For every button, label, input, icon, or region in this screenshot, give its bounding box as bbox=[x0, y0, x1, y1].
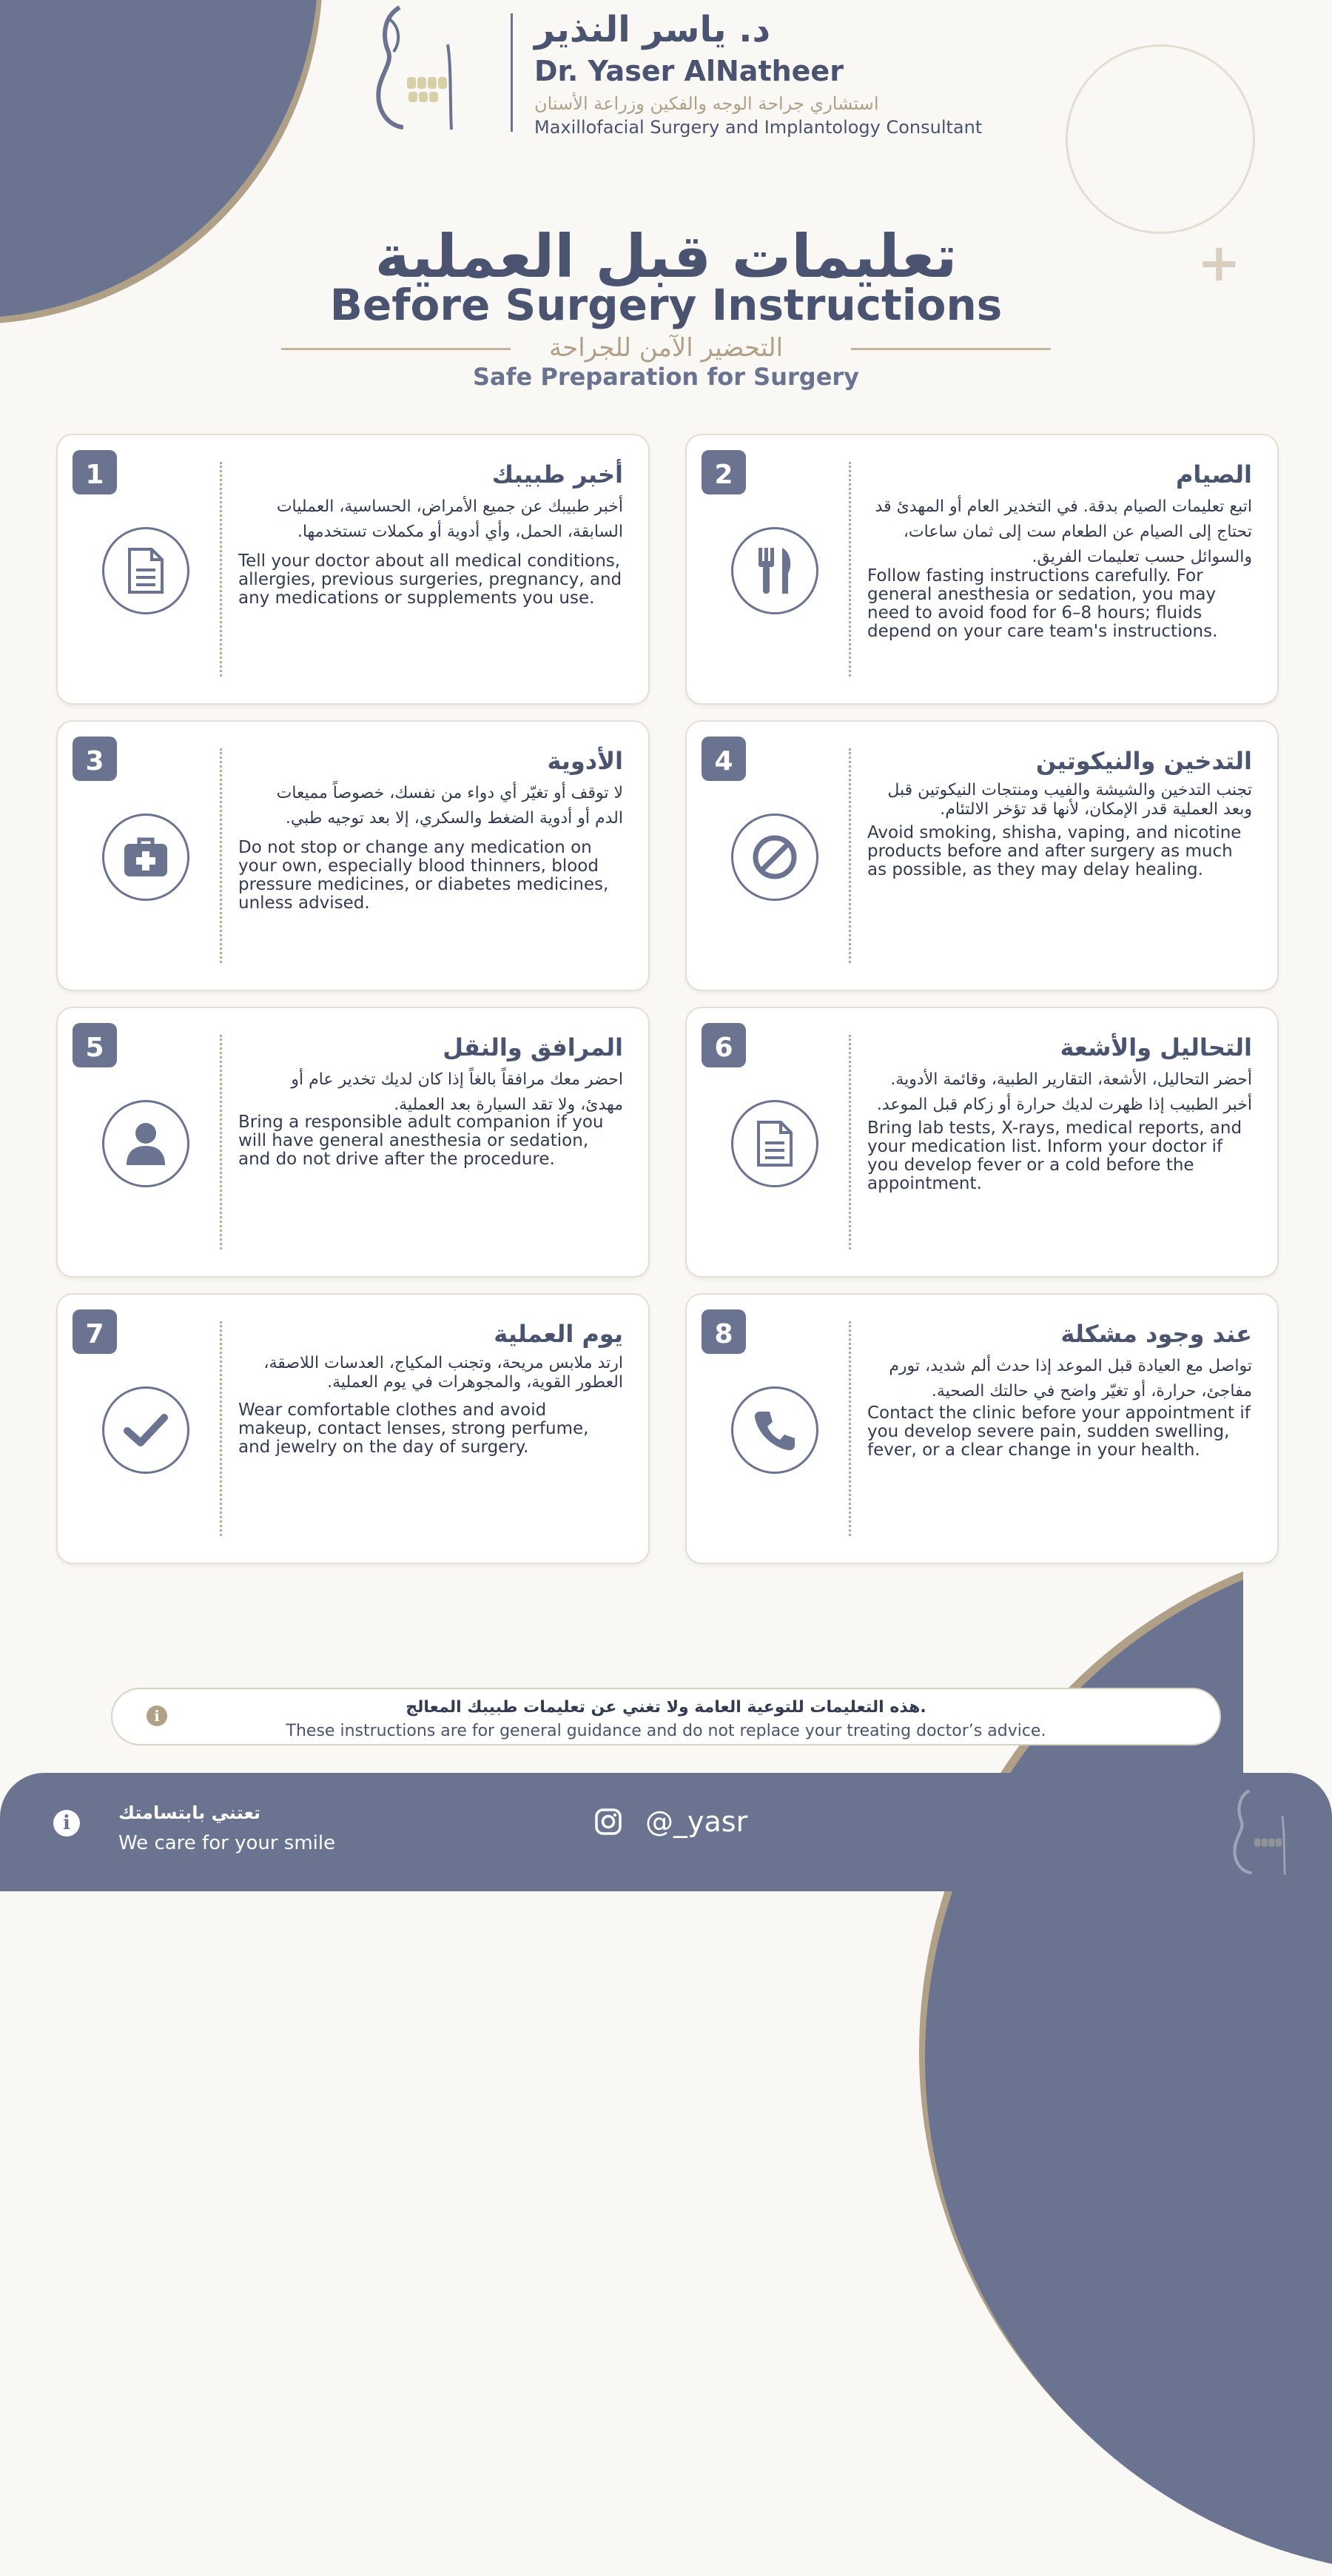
card-title: التدخين والنيكوتين bbox=[1035, 747, 1252, 775]
decorative-circle bbox=[1066, 44, 1255, 234]
info-icon: i bbox=[53, 1810, 80, 1837]
subtitle-en: Safe Preparation for Surgery bbox=[472, 363, 860, 391]
card-text-ar: تواصل مع العيادة قبل الموعد إذا حدث ألم شديد، تورم مفاجئ، حرارة، أو تغيّر واضح في حالتك الصحية. bbox=[889, 1357, 1252, 1401]
header-divider bbox=[511, 13, 513, 132]
card-text-en: Avoid smoking, shisha, vaping, and nicotine products before and after surgery as much as possible, as they may delay healing. bbox=[867, 823, 1242, 879]
medical-kit-icon bbox=[102, 814, 189, 901]
card-title: المرافق والنقل bbox=[443, 1033, 623, 1061]
instruction-card-8 bbox=[685, 1293, 1279, 1564]
card-number: 1 bbox=[73, 450, 117, 494]
fork-knife-icon bbox=[731, 527, 818, 614]
disclaimer-en: These instructions are for general guidance and do not replace your treating doctor’s advice. bbox=[286, 1722, 1046, 1740]
doctor-name-ar: د. ياسر النذير bbox=[534, 9, 771, 50]
instruction-card-6 bbox=[685, 1007, 1279, 1278]
clinic-logo bbox=[348, 0, 466, 133]
plus-decoration-icon: + bbox=[1197, 232, 1241, 293]
card-text-ar: ارتد ملابس مريحة، وتجنب المكياج، العدسات اللاصقة، العطور القوية، والمجوهرات في يوم العملية. bbox=[263, 1354, 623, 1392]
card-title: الأدوية bbox=[547, 747, 623, 775]
disclaimer-banner bbox=[111, 1688, 1221, 1745]
person-icon bbox=[102, 1100, 189, 1187]
instruction-card-5 bbox=[56, 1007, 650, 1278]
document-icon bbox=[731, 1100, 818, 1187]
card-number: 8 bbox=[702, 1309, 746, 1354]
document-icon bbox=[102, 527, 189, 614]
card-number: 3 bbox=[73, 737, 117, 781]
disclaimer-ar: هذه التعليمات للتوعية العامة ولا تغني عن تعليمات طبيبك المعالج. bbox=[406, 1698, 926, 1717]
card-text-en: Tell your doctor about all medical conditions, allergies, previous surgeries, pregnancy, and any medications or supplements you use. bbox=[238, 551, 622, 608]
page-title-ar: تعليمات قبل العملية bbox=[374, 222, 958, 291]
instruction-card-2 bbox=[685, 434, 1279, 705]
card-title: عند وجود مشكلة bbox=[1060, 1320, 1252, 1348]
card-text-ar: تجنب التدخين والشيشة والفيب ومنتجات النيكوتين قبل وبعد العملية قدر الإمكان، لأنها قد تؤخر الالتئام. bbox=[887, 781, 1252, 819]
card-text-en: Follow fasting instructions carefully. For general anesthesia or sedation, you may need to avoid food for 6–8 hours; fluids depend on your care team's instructions. bbox=[867, 566, 1218, 641]
card-text-en: Wear comfortable clothes and avoid makeup, contact lenses, strong perfume, and jewelry on the day of surgery. bbox=[238, 1401, 589, 1457]
card-title: الصيام bbox=[1175, 460, 1252, 489]
phone-icon bbox=[731, 1386, 818, 1474]
instruction-card-1 bbox=[56, 434, 650, 705]
card-text-en: Contact the clinic before your appointment if you develop severe pain, sudden swelling, fever, or a clear change in your health. bbox=[867, 1403, 1251, 1460]
card-number: 2 bbox=[702, 450, 746, 494]
doctor-name-en: Dr. Yaser AlNatheer bbox=[534, 55, 844, 87]
footer-logo bbox=[1214, 1783, 1295, 1879]
no-smoking-icon bbox=[731, 814, 818, 901]
instagram-handle-link[interactable]: @_yasr bbox=[645, 1805, 748, 1838]
card-title: أخبر طبيبك bbox=[491, 460, 623, 489]
instruction-card-3 bbox=[56, 720, 650, 991]
instagram-icon[interactable] bbox=[595, 1808, 622, 1835]
card-number: 6 bbox=[702, 1023, 746, 1067]
card-text-ar: أحضر التحاليل، الأشعة، التقارير الطبية، وقائمة الأدوية. أخبر الطبيب إذا ظهرت لديك حرارة أو زكام قبل الموعد. bbox=[876, 1070, 1252, 1114]
card-text-ar: أخبر طبيبك عن جميع الأمراض، الحساسية، العمليات السابقة، الحمل، وأي أدوية أو مكملات تستخدمها. bbox=[276, 497, 623, 541]
info-icon: i bbox=[147, 1705, 167, 1726]
card-text-en: Do not stop or change any medication on your own, especially blood thinners, blood pressure medicines, or diabetes medicines, unless advised. bbox=[238, 838, 609, 913]
card-number: 5 bbox=[73, 1023, 117, 1067]
footer bbox=[0, 1773, 1332, 1891]
footer-tagline-en: We care for your smile bbox=[118, 1832, 336, 1854]
card-text-ar: احضر معك مرافقاً بالغاً إذا كان لديك تخدير عام أو مهدئ، ولا تقد السيارة بعد العملية. bbox=[291, 1070, 623, 1114]
card-text-ar: اتبع تعليمات الصيام بدقة. في التخدير العام أو المهدئ قد تحتاج إلى الصيام عن الطعام ست إلى ثمان ساعات، والسوائل حسب تعليمات الفريق. bbox=[875, 497, 1252, 566]
card-number: 4 bbox=[702, 737, 746, 781]
card-title: يوم العملية bbox=[494, 1320, 623, 1348]
card-text-en: Bring a responsible adult companion if you will have general anesthesia or sedation, and do not drive after the procedure. bbox=[238, 1113, 604, 1169]
footer-tagline-ar: تعتني بابتسامتك bbox=[118, 1802, 261, 1823]
subtitle-ar: التحضير الآمن للجراحة bbox=[548, 333, 784, 363]
card-number: 7 bbox=[73, 1309, 117, 1354]
page-title-en: Before Surgery Instructions bbox=[329, 280, 1003, 330]
instruction-card-4 bbox=[685, 720, 1279, 991]
card-text-en: Bring lab tests, X-rays, medical reports, and your medication list. Inform your doctor if you develop fever or a cold before the appointment. bbox=[867, 1118, 1242, 1193]
checkmark-icon bbox=[102, 1386, 189, 1474]
doctor-specialty-ar: استشاري جراحة الوجه والفكين وزراعة الأسنان bbox=[534, 93, 879, 114]
doctor-specialty-en: Maxillofacial Surgery and Implantology Consultant bbox=[534, 117, 983, 138]
card-title: التحاليل والأشعة bbox=[1060, 1033, 1252, 1061]
instruction-card-7 bbox=[56, 1293, 650, 1564]
card-text-ar: لا توقف أو تغيّر أي دواء من نفسك، خصوصاً مميعات الدم أو أدوية الضغط والسكري، إلا بعد توجيه طبي. bbox=[276, 784, 623, 828]
